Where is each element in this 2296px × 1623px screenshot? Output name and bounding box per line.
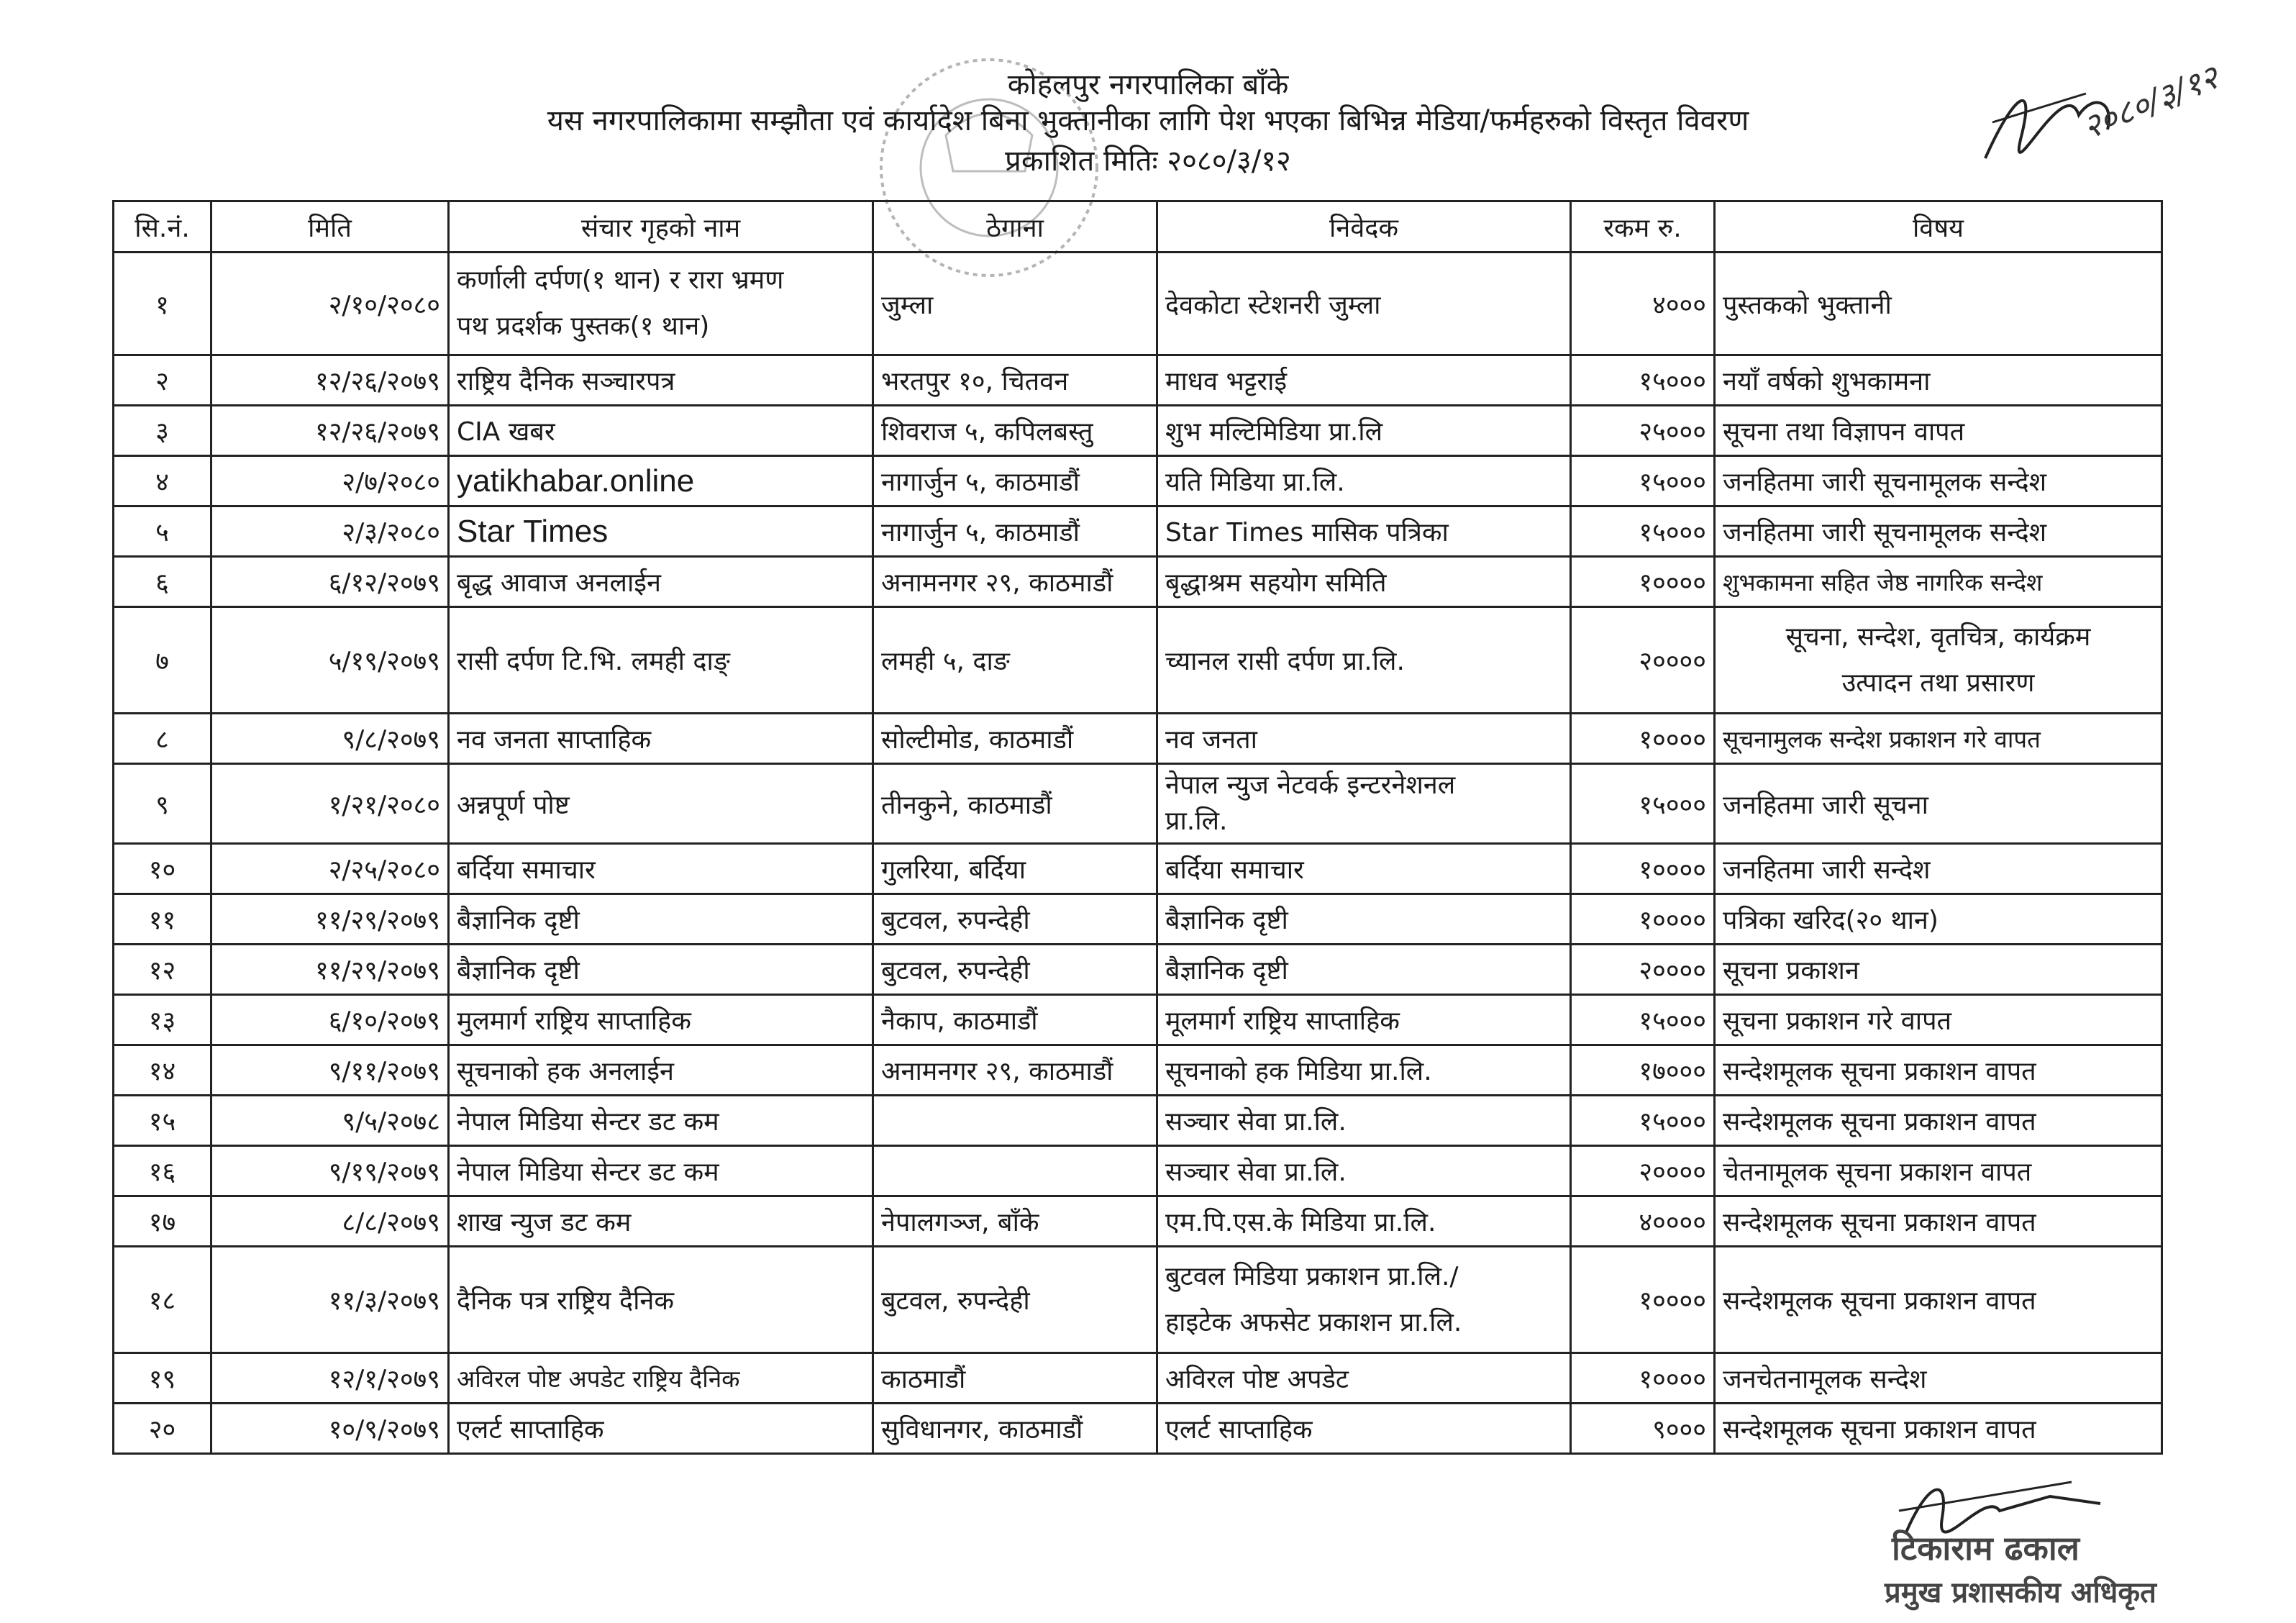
cell-subject-line: उत्पादन तथा प्रसारण bbox=[1841, 668, 2035, 698]
cell-applicant-line: प्रा.लि. bbox=[1165, 806, 1228, 836]
cell-address: लमही ५, दाङ bbox=[873, 607, 1157, 714]
cell-amount: १५००० bbox=[1571, 355, 1715, 406]
col-subject: विषय bbox=[1715, 201, 2162, 253]
cell-date: १०/९/२०७९ bbox=[211, 1404, 449, 1454]
cell-name: बर्दिया समाचार bbox=[449, 844, 873, 894]
table-row bbox=[114, 406, 2162, 456]
cell-date: १/२१/२०८० bbox=[211, 764, 449, 844]
cell-address: शिवराज ५, कपिलबस्तु bbox=[873, 406, 1157, 456]
cell-sn: २ bbox=[114, 355, 211, 406]
table-row bbox=[114, 506, 2162, 557]
cell-subject: चेतनामूलक सूचना प्रकाशन वापत bbox=[1715, 1146, 2162, 1196]
cell-address: भरतपुर १०, चितवन bbox=[873, 355, 1157, 406]
cell-applicant bbox=[1157, 1247, 1571, 1353]
cell-date: ९/५/२०७८ bbox=[211, 1096, 449, 1146]
cell-amount: १०००० bbox=[1571, 714, 1715, 764]
cell-applicant: बैज्ञानिक दृष्टी bbox=[1157, 945, 1571, 995]
cell-address bbox=[873, 1096, 1157, 1146]
table-row bbox=[114, 995, 2162, 1045]
cell-date: ५/१९/२०७९ bbox=[211, 607, 449, 714]
cell-applicant: सञ्चार सेवा प्रा.लि. bbox=[1157, 1146, 1571, 1196]
cell-sn: १२ bbox=[114, 945, 211, 995]
col-applicant: निवेदक bbox=[1157, 201, 1571, 253]
cell-sn: १६ bbox=[114, 1146, 211, 1196]
cell-address: तीनकुने, काठमाडौं bbox=[873, 764, 1157, 844]
cell-address: अनामनगर २९, काठमाडौं bbox=[873, 1045, 1157, 1096]
cell-date: ११/२९/२०७९ bbox=[211, 894, 449, 945]
cell-subject: सूचना प्रकाशन bbox=[1715, 945, 2162, 995]
cell-name: एलर्ट साप्ताहिक bbox=[449, 1404, 873, 1454]
cell-date: १२/२६/२०७९ bbox=[211, 406, 449, 456]
cell-amount: २०००० bbox=[1571, 945, 1715, 995]
cell-name: रासी दर्पण टि.भि. लमही दाङ् bbox=[449, 607, 873, 714]
cell-date: १२/१/२०७९ bbox=[211, 1353, 449, 1404]
table-row bbox=[114, 557, 2162, 607]
cell-subject: सूचना तथा विज्ञापन वापत bbox=[1715, 406, 2162, 456]
cell-amount: १०००० bbox=[1571, 894, 1715, 945]
table-row bbox=[114, 714, 2162, 764]
cell-name bbox=[449, 253, 873, 355]
table-row bbox=[114, 1045, 2162, 1096]
table-row bbox=[114, 945, 2162, 995]
cell-subject bbox=[1715, 607, 2162, 714]
cell-amount: ९००० bbox=[1571, 1404, 1715, 1454]
cell-name: नेपाल मिडिया सेन्टर डट कम bbox=[449, 1096, 873, 1146]
cell-subject: जनहितमा जारी सूचना bbox=[1715, 764, 2162, 844]
cell-sn: २० bbox=[114, 1404, 211, 1454]
cell-date: ६/१२/२०७९ bbox=[211, 557, 449, 607]
cell-name: दैनिक पत्र राष्ट्रिय दैनिक bbox=[449, 1247, 873, 1353]
cell-subject: सन्देशमूलक सूचना प्रकाशन वापत bbox=[1715, 1247, 2162, 1353]
cell-date: ९/१९/२०७९ bbox=[211, 1146, 449, 1196]
cell-name: मुलमार्ग राष्ट्रिय साप्ताहिक bbox=[449, 995, 873, 1045]
col-date: मिति bbox=[211, 201, 449, 253]
cell-name: अविरल पोष्ट अपडेट राष्ट्रिय दैनिक bbox=[449, 1353, 873, 1404]
document-title: यस नगरपालिकामा सम्झौता एवं कार्यादेश बिना भुक्तानीका लागि पेश भएका बिभिन्न मेडिया/फर्महरुको विस्तृत विवरण bbox=[547, 104, 1749, 137]
cell-subject: सूचना प्रकाशन गरे वापत bbox=[1715, 995, 2162, 1045]
cell-name: Star Times bbox=[449, 506, 873, 557]
cell-amount: २०००० bbox=[1571, 1146, 1715, 1196]
cell-applicant: अविरल पोष्ट अपडेट bbox=[1157, 1353, 1571, 1404]
cell-amount: १५००० bbox=[1571, 764, 1715, 844]
cell-date: ६/१०/२०७९ bbox=[211, 995, 449, 1045]
cell-name: नेपाल मिडिया सेन्टर डट कम bbox=[449, 1146, 873, 1196]
cell-sn: ५ bbox=[114, 506, 211, 557]
cell-subject: पत्रिका खरिद(२० थान) bbox=[1715, 894, 2162, 945]
cell-date: ११/३/२०७९ bbox=[211, 1247, 449, 1353]
cell-name: राष्ट्रिय दैनिक सञ्चारपत्र bbox=[449, 355, 873, 406]
cell-address: नागार्जुन ५, काठमाडौं bbox=[873, 456, 1157, 506]
cell-amount: १५००० bbox=[1571, 995, 1715, 1045]
cell-applicant: नव जनता bbox=[1157, 714, 1571, 764]
col-amount: रकम रु. bbox=[1571, 201, 1715, 253]
cell-date: ८/८/२०७९ bbox=[211, 1196, 449, 1247]
cell-applicant-line: नेपाल न्युज नेटवर्क इन्टरनेशनल bbox=[1165, 770, 1456, 800]
cell-sn: १७ bbox=[114, 1196, 211, 1247]
col-address: ठेगाना bbox=[873, 201, 1157, 253]
table-row bbox=[114, 764, 2162, 844]
cell-sn: १० bbox=[114, 844, 211, 894]
cell-name: CIA खबर bbox=[449, 406, 873, 456]
cell-subject: जनहितमा जारी सूचनामूलक सन्देश bbox=[1715, 456, 2162, 506]
cell-amount: १०००० bbox=[1571, 1247, 1715, 1353]
col-serial: सि.नं. bbox=[114, 201, 211, 253]
cell-subject: पुस्तकको भुक्तानी bbox=[1715, 253, 2162, 355]
cell-sn: १५ bbox=[114, 1096, 211, 1146]
cell-subject: जनचेतनामूलक सन्देश bbox=[1715, 1353, 2162, 1404]
cell-applicant: सूचनाको हक मिडिया प्रा.लि. bbox=[1157, 1045, 1571, 1096]
cell-name: सूचनाको हक अनलाईन bbox=[449, 1045, 873, 1096]
table-row bbox=[114, 1196, 2162, 1247]
cell-applicant: यति मिडिया प्रा.लि. bbox=[1157, 456, 1571, 506]
cell-date: २/७/२०८० bbox=[211, 456, 449, 506]
table-row bbox=[114, 355, 2162, 406]
cell-amount: १५००० bbox=[1571, 1096, 1715, 1146]
cell-address: बुटवल, रुपन्देही bbox=[873, 894, 1157, 945]
cell-amount: १५००० bbox=[1571, 456, 1715, 506]
published-date: प्रकाशित मितिः २०८०/३/१२ bbox=[1005, 145, 1291, 178]
cell-amount: २०००० bbox=[1571, 607, 1715, 714]
cell-subject: सूचनामुलक सन्देश प्रकाशन गरे वापत bbox=[1715, 714, 2162, 764]
cell-date: ११/२९/२०७९ bbox=[211, 945, 449, 995]
cell-address: बुटवल, रुपन्देही bbox=[873, 1247, 1157, 1353]
table-row bbox=[114, 1353, 2162, 1404]
media-payment-table bbox=[112, 200, 2163, 1455]
cell-address: अनामनगर २९, काठमाडौं bbox=[873, 557, 1157, 607]
cell-address: नैकाप, काठमाडौं bbox=[873, 995, 1157, 1045]
cell-subject: सन्देशमूलक सूचना प्रकाशन वापत bbox=[1715, 1404, 2162, 1454]
cell-subject: सन्देशमूलक सूचना प्रकाशन वापत bbox=[1715, 1196, 2162, 1247]
cell-applicant: च्यानल रासी दर्पण प्रा.लि. bbox=[1157, 607, 1571, 714]
cell-applicant bbox=[1157, 764, 1571, 844]
cell-applicant: बैज्ञानिक दृष्टी bbox=[1157, 894, 1571, 945]
cell-address: सोल्टीमोड, काठमाडौं bbox=[873, 714, 1157, 764]
cell-amount: २५००० bbox=[1571, 406, 1715, 456]
cell-address: नागार्जुन ५, काठमाडौं bbox=[873, 506, 1157, 557]
table-row bbox=[114, 456, 2162, 506]
table-row bbox=[114, 844, 2162, 894]
cell-sn: १८ bbox=[114, 1247, 211, 1353]
cell-subject: शुभकामना सहित जेष्ठ नागरिक सन्देश bbox=[1715, 557, 2162, 607]
cell-applicant: शुभ मल्टिमिडिया प्रा.लि bbox=[1157, 406, 1571, 456]
cell-applicant: बर्दिया समाचार bbox=[1157, 844, 1571, 894]
cell-name: yatikhabar.online bbox=[449, 456, 873, 506]
cell-name-line: कर्णाली दर्पण(१ थान) र रारा भ्रमण bbox=[457, 265, 784, 295]
col-media-name: संचार गृहको नाम bbox=[449, 201, 873, 253]
officer-name: टिकाराम ढकाल bbox=[1892, 1529, 2079, 1568]
cell-date: २/२५/२०८० bbox=[211, 844, 449, 894]
cell-amount: १०००० bbox=[1571, 844, 1715, 894]
cell-sn: १३ bbox=[114, 995, 211, 1045]
cell-date: ९/११/२०७९ bbox=[211, 1045, 449, 1096]
cell-sn: ६ bbox=[114, 557, 211, 607]
cell-subject-line: सूचना, सन्देश, वृतचित्र, कार्यक्रम bbox=[1785, 622, 2091, 652]
cell-applicant: एम.पि.एस.के मिडिया प्रा.लि. bbox=[1157, 1196, 1571, 1247]
cell-applicant-line: बुटवल मिडिया प्रकाशन प्रा.लि./ bbox=[1165, 1261, 1459, 1291]
table-row bbox=[114, 253, 2162, 355]
cell-name: अन्नपूर्ण पोष्ट bbox=[449, 764, 873, 844]
cell-address: सुविधानगर, काठमाडौं bbox=[873, 1404, 1157, 1454]
office-name: कोहलपुर नगरपालिका बाँके bbox=[1007, 68, 1289, 101]
officer-signature-block bbox=[1885, 1468, 2201, 1619]
table-row bbox=[114, 1146, 2162, 1196]
cell-address: बुटवल, रुपन्देही bbox=[873, 945, 1157, 995]
cell-applicant-line: हाइटेक अफसेट प्रकाशन प्रा.लि. bbox=[1165, 1307, 1462, 1337]
cell-amount: १०००० bbox=[1571, 557, 1715, 607]
cell-name-line: पथ प्रदर्शक पुस्तक(१ थान) bbox=[457, 312, 710, 341]
table-row bbox=[114, 1096, 2162, 1146]
cell-amount: ४००० bbox=[1571, 253, 1715, 355]
table-header-row bbox=[114, 201, 2162, 253]
cell-sn: ७ bbox=[114, 607, 211, 714]
cell-applicant: सञ्चार सेवा प्रा.लि. bbox=[1157, 1096, 1571, 1146]
cell-sn: ३ bbox=[114, 406, 211, 456]
cell-amount: ४०००० bbox=[1571, 1196, 1715, 1247]
table-row bbox=[114, 894, 2162, 945]
cell-subject: नयाँ वर्षको शुभकामना bbox=[1715, 355, 2162, 406]
cell-name: बैज्ञानिक दृष्टी bbox=[449, 945, 873, 995]
cell-amount: १७००० bbox=[1571, 1045, 1715, 1096]
cell-subject: सन्देशमूलक सूचना प्रकाशन वापत bbox=[1715, 1045, 2162, 1096]
signature-top bbox=[1971, 50, 2273, 173]
cell-sn: १४ bbox=[114, 1045, 211, 1096]
cell-sn: १ bbox=[114, 253, 211, 355]
table-row bbox=[114, 607, 2162, 714]
cell-subject: जनहितमा जारी सन्देश bbox=[1715, 844, 2162, 894]
cell-sn: ८ bbox=[114, 714, 211, 764]
cell-subject: सन्देशमूलक सूचना प्रकाशन वापत bbox=[1715, 1096, 2162, 1146]
cell-address bbox=[873, 1146, 1157, 1196]
signature-date: २०८०/३/१२ bbox=[2077, 57, 2224, 147]
cell-date: २/१०/२०८० bbox=[211, 253, 449, 355]
cell-name: नव जनता साप्ताहिक bbox=[449, 714, 873, 764]
cell-sn: ४ bbox=[114, 456, 211, 506]
cell-applicant: मूलमार्ग राष्ट्रिय साप्ताहिक bbox=[1157, 995, 1571, 1045]
cell-applicant: बृद्धाश्रम सहयोग समिति bbox=[1157, 557, 1571, 607]
cell-name: बैज्ञानिक दृष्टी bbox=[449, 894, 873, 945]
cell-amount: १०००० bbox=[1571, 1353, 1715, 1404]
cell-sn: १९ bbox=[114, 1353, 211, 1404]
cell-sn: ११ bbox=[114, 894, 211, 945]
table-row bbox=[114, 1404, 2162, 1454]
cell-applicant: Star Times मासिक पत्रिका bbox=[1157, 506, 1571, 557]
cell-applicant: देवकोटा स्टेशनरी जुम्ला bbox=[1157, 253, 1571, 355]
cell-subject: जनहितमा जारी सूचनामूलक सन्देश bbox=[1715, 506, 2162, 557]
cell-address: काठमाडौं bbox=[873, 1353, 1157, 1404]
cell-amount: १५००० bbox=[1571, 506, 1715, 557]
cell-applicant: एलर्ट साप्ताहिक bbox=[1157, 1404, 1571, 1454]
officer-title: प्रमुख प्रशासकीय अधिकृत bbox=[1885, 1576, 2156, 1609]
cell-date: ९/८/२०७९ bbox=[211, 714, 449, 764]
cell-sn: ९ bbox=[114, 764, 211, 844]
cell-applicant: माधव भट्टराई bbox=[1157, 355, 1571, 406]
cell-name: शाख न्युज डट कम bbox=[449, 1196, 873, 1247]
cell-name: बृद्ध आवाज अनलाईन bbox=[449, 557, 873, 607]
cell-date: २/३/२०८० bbox=[211, 506, 449, 557]
cell-address: जुम्ला bbox=[873, 253, 1157, 355]
table-row bbox=[114, 1247, 2162, 1353]
cell-date: १२/२६/२०७९ bbox=[211, 355, 449, 406]
cell-address: नेपालगञ्ज, बाँके bbox=[873, 1196, 1157, 1247]
cell-address: गुलरिया, बर्दिया bbox=[873, 844, 1157, 894]
